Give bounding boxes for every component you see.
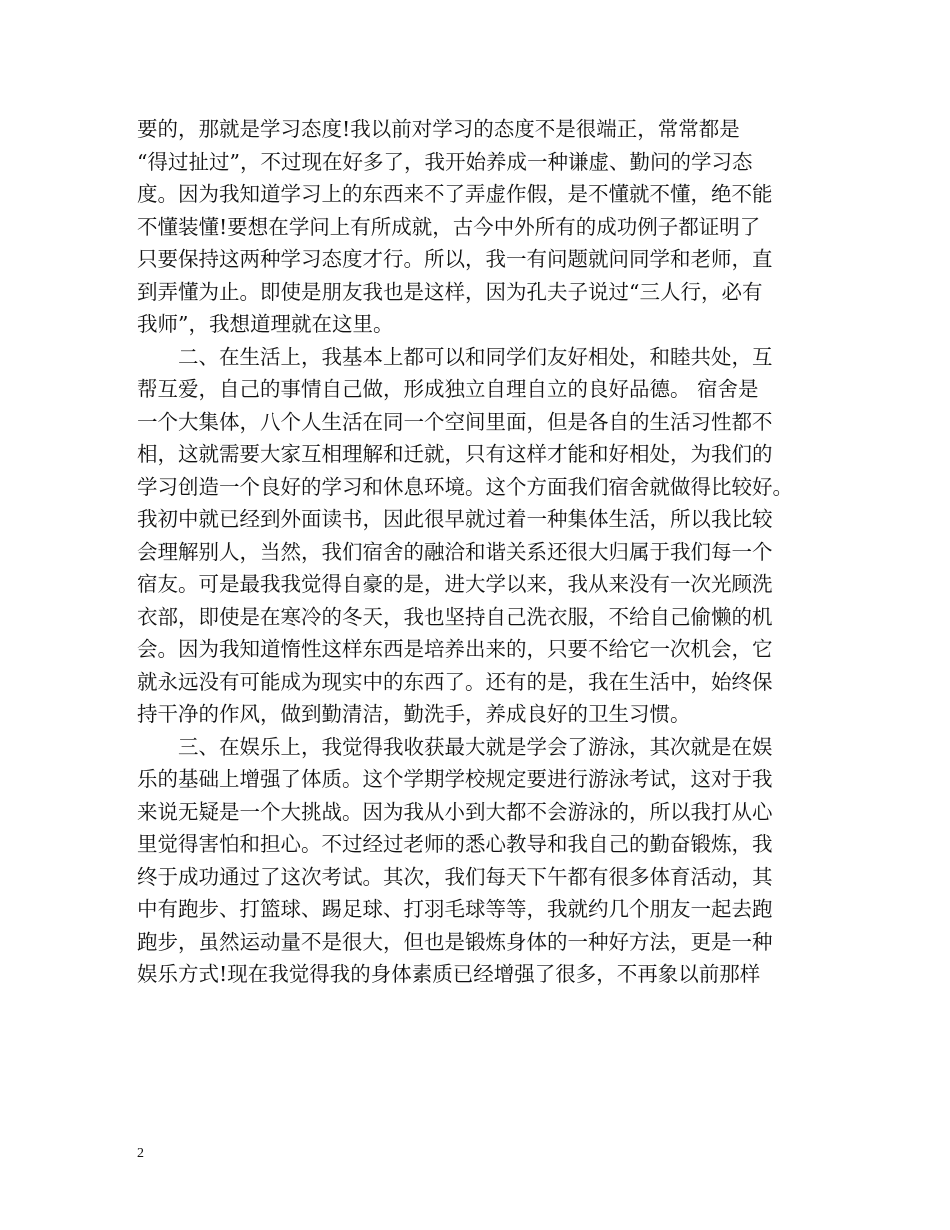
text-line: 持干净的作风，做到勤清洁，勤洗手，养成良好的卫生习惯。 — [137, 702, 691, 726]
text-line: 衣部，即使是在寒冷的冬天，我也坚持自己洗衣服，不给自己偷懒的机 — [137, 604, 773, 629]
text-line: 中有跑步、打篮球、踢足球、打羽毛球等等，我就约几个朋友一起去跑 — [137, 897, 773, 921]
text-line: 就永远没有可能成为现实中的东西了。还有的是，我在生活中，始终保 — [137, 669, 773, 694]
text-line: 不懂装懂!要想在学问上有所成就，古今中外所有的成功例子都证明了 — [137, 214, 761, 239]
text-line: 宿友。可是最我我觉得自豪的是，进大学以来，我从来没有一次光顾洗 — [137, 572, 773, 596]
text-line: 跑步，虽然运动量不是很大，但也是锻炼身体的一种好方法，更是一种 — [137, 929, 773, 954]
text-line: 我初中就已经到外面读书，因此很早就过着一种集体生活，所以我比较 — [137, 507, 773, 531]
text-line: 我师”，我想道理就在这里。 — [137, 312, 394, 336]
text-line: 只要保持这两种学习态度才行。所以，我一有问题就问同学和老师，直 — [137, 247, 773, 271]
text-line: 会。因为我知道惰性这样东西是培养出来的，只要不给它一次机会，它 — [137, 637, 773, 661]
text-line: 终于成功通过了这次考试。其次，我们每天下午都有很多体育活动，其 — [137, 864, 773, 889]
paragraph-start-line: 二、在生活上，我基本上都可以和同学们友好相处，和睦共处，互 — [137, 344, 773, 369]
text-line: 娱乐方式!现在我觉得我的身体素质已经增强了很多，不再象以前那样 — [137, 962, 761, 986]
text-line: 乐的基础上增强了体质。这个学期学校规定要进行游泳考试，这对于我 — [137, 767, 773, 791]
text-line: 帮互爱，自己的事情自己做，形成独立自理自立的良好品德。 宿舍是 — [137, 377, 759, 401]
text-line: 度。因为我知道学习上的东西来不了弄虚作假，是不懂就不懂，绝不能 — [137, 182, 773, 206]
text-line: 到弄懂为止。即使是朋友我也是这样，因为孔夫子说过“三人行，必有 — [137, 279, 763, 304]
body-text — [137, 113, 827, 991]
text-line: 相，这就需要大家互相理解和迁就，只有这样才能和好相处，为我们的 — [137, 442, 773, 466]
page-number: 2 — [137, 1146, 144, 1161]
text-line: 里觉得害怕和担心。不过经过老师的悉心教导和我自己的勤奋锻炼，我 — [137, 832, 773, 856]
paragraph-start-line: 三、在娱乐上，我觉得我收获最大就是学会了游泳，其次就是在娱 — [137, 734, 773, 759]
text-line: “得过扯过”，不过现在好多了，我开始养成一种谦虚、勤问的学习态 — [137, 149, 753, 174]
text-line: 学习创造一个良好的学习和休息环境。这个方面我们宿舍就做得比较好。 — [137, 474, 793, 499]
text-line: 来说无疑是一个大挑战。因为我从小到大都不会游泳的，所以我打从心 — [137, 799, 773, 824]
text-line: 要的，那就是学习态度!我以前对学习的态度不是很端正，常常都是 — [137, 117, 740, 141]
text-line: 会理解别人，当然，我们宿舍的融洽和谐关系还很大归属于我们每一个 — [137, 539, 773, 564]
text-line: 一个大集体，八个人生活在同一个空间里面，但是各自的生活习性都不 — [137, 409, 773, 434]
